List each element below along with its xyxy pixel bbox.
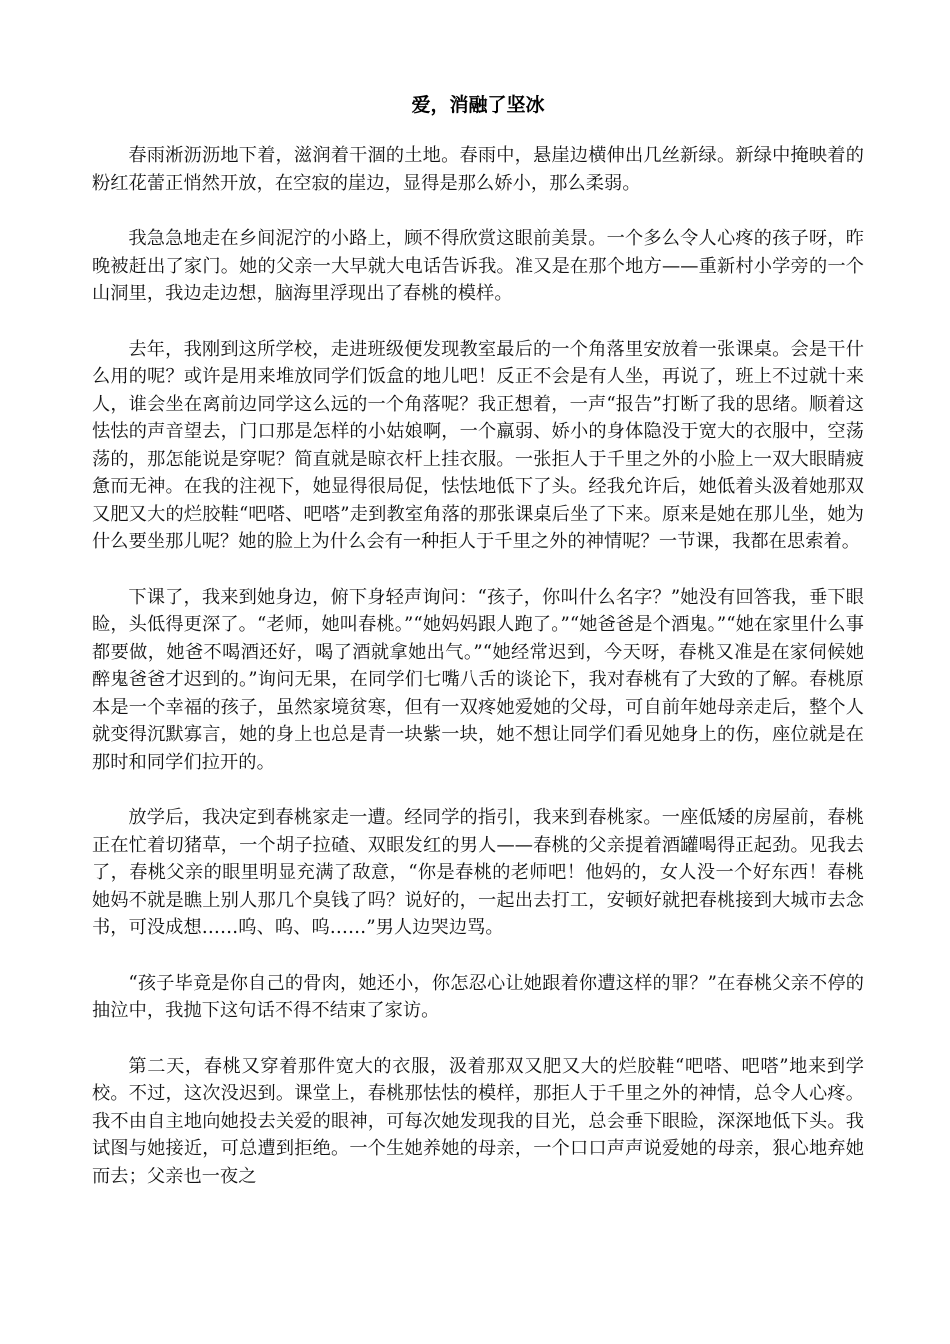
paragraph-7: 第二天，春桃又穿着那件宽大的衣服，汲着那双又肥又大的烂胶鞋“吧嗒、吧嗒”地来到学校。不过，这次没迟到。课堂上，春桃那怯怯的模样，那拒人于千里之外的神情，总令人心疼。我不由自主地向她投去关爱的眼神，可每次她发现我的目光，总会垂下眼睑，深深地低下头。我试图与她接近，可总遭到拒绝。一个生她养她的母亲，一个口口声声说爱她的母亲，狠心地弃她而去；父亲也一夜之 [92,1055,864,1187]
paragraph-6: “孩子毕竟是你自己的骨肉，她还小，你怎忍心让她跟着你遭这样的罪？”在春桃父亲不停的抽泣中，我抛下这句话不得不结束了家访。 [92,972,864,1021]
paragraph-5: 放学后，我决定到春桃家走一遭。经同学的指引，我来到春桃家。一座低矮的房屋前，春桃正在忙着切猪草，一个胡子拉碴、双眼发红的男人——春桃的父亲提着酒罐喝得正起劲。见我去了，春桃父亲的眼里明显充满了敌意，“你是春桃的老师吧！他妈的，女人没一个好东西！春桃她妈不就是瞧上别人那几个臭钱了吗？说好的，一起出去打工，安顿好就把春桃接到大城市去念书，可没成想……呜、呜、呜……”男人边哭边骂。 [92,807,864,938]
paragraph-1: 春雨淅沥沥地下着，滋润着干涸的土地。春雨中，悬崖边横伸出几丝新绿。新绿中掩映着的粉红花蕾正悄然开放，在空寂的崖边，显得是那么娇小，那么柔弱。 [92,145,864,194]
document-title: 爱，消融了坚冰 [411,94,545,116]
paragraph-2: 我急急地走在乡间泥泞的小路上，顾不得欣赏这眼前美景。一个多么令人心疼的孩子呀，昨晚被赶出了家门。她的父亲一大早就大电话告诉我。准又是在那个地方——重新村小学旁的一个山洞里，我边走边想，脑海里浮现出了春桃的模样。 [92,228,864,304]
paragraph-3: 去年，我刚到这所学校，走进班级便发现教室最后的一个角落里安放着一张课桌。会是干什么用的呢？或许是用来堆放同学们饭盒的地儿吧！反正不会是有人坐，再说了，班上不过就十来人，谁会坐在离前边同学这么远的一个角落呢？我正想着，一声“报告”打断了我的思绪。顺着这怯怯的声音望去，门口那是怎样的小姑娘啊，一个羸弱、娇小的身体隐没于宽大的衣服中，空荡荡的，那怎能说是穿呢？简直就是晾衣杆上挂衣服。一张拒人于千里之外的小脸上一双大眼睛疲惫而无神。在我的注视下，她显得很局促，怯怯地低下了头。经我允许后，她低着头汲着她那双又肥又大的烂胶鞋“吧嗒、吧嗒”走到教室角落的那张课桌后坐了下来。原来是她在那儿坐，她为什么要坐那儿呢？她的脸上为什么会有一种拒人于千里之外的神情呢？一节课，我都在思索着。 [92,338,864,552]
paragraph-4: 下课了，我来到她身边，俯下身轻声询问：“孩子，你叫什么名字？”她没有回答我，垂下眼睑，头低得更深了。“老师，她叫春桃。”“她妈妈跟人跑了。”“她爸爸是个酒鬼。”“她在家里什么事都要做，她爸不喝酒还好，喝了酒就拿她出气。”“她经常迟到，今天呀，春桃又准是在家伺候她醉鬼爸爸才迟到的。”询问无果，在同学们七嘴八舌的谈论下，我对春桃有了大致的了解。春桃原本是一个幸福的孩子，虽然家境贫寒，但有一双疼她爱她的父母，可自前年她母亲走后，整个人就变得沉默寡言，她的身上也总是青一块紫一块，她不想让同学们看见她身上的伤，座位就是在那时和同学们拉开的。 [92,586,864,773]
